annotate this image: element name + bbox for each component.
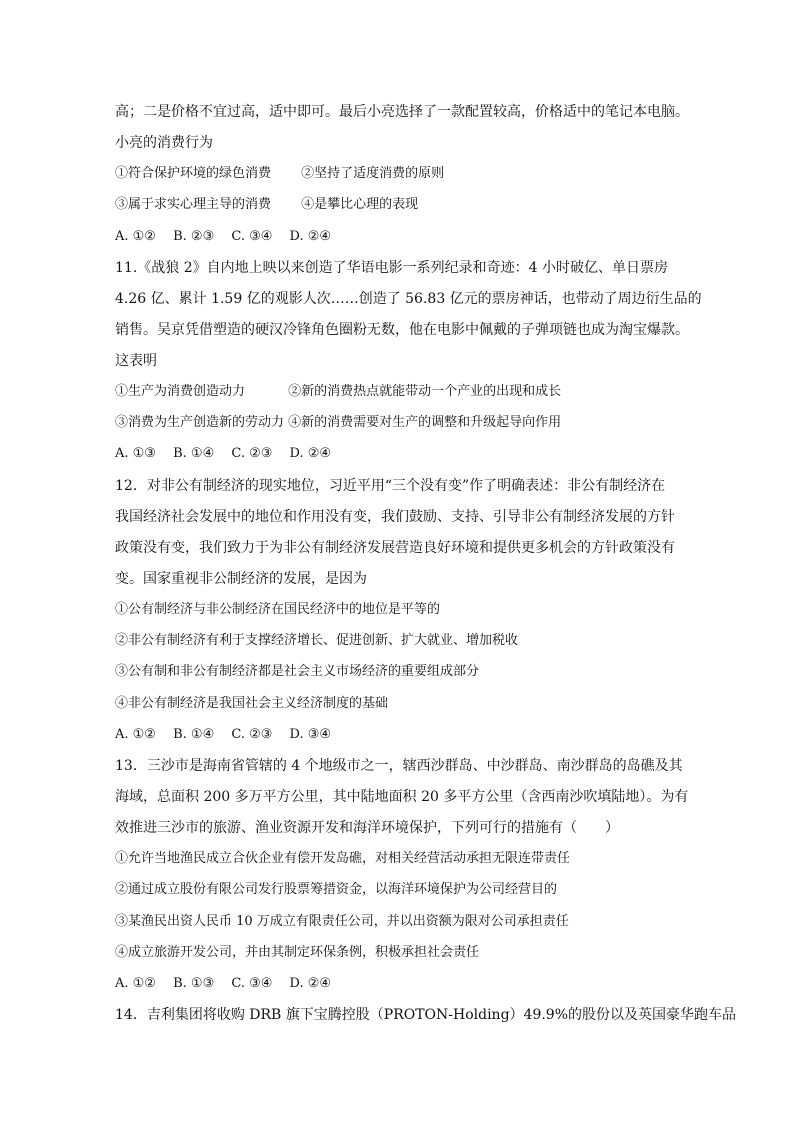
text-line: 我国经济社会发展中的地位和作用没有变，我们鼓励、支持、引导非公有制经济发展的方针 <box>115 509 675 525</box>
text-line: 这表明 <box>115 353 157 369</box>
option-line: ④成立旅游开发公司，并由其制定环保条例，积极承担社会责任 <box>115 945 480 960</box>
option-line: ③某渔民出资人民币 10 万成立有限责任公司，并以出资额为限对公司承担责任 <box>115 914 569 929</box>
answer-choices: A. ①② B. ②③ C. ③④ D. ②④ <box>115 229 332 244</box>
text-line: 销售。吴京凭借塑造的硬汉冷锋角色圈粉无数，他在电影中佩戴的子弹项链也成为淘宝爆款。 <box>115 322 689 338</box>
option-line: ③消费为生产创造新的劳动力 ④新的消费需要对生产的调整和升级起导向作用 <box>115 415 562 430</box>
text-line: 高；二是价格不宜过高，适中即可。最后小亮选择了一款配置较高，价格适中的笔记本电脑。 <box>115 104 689 120</box>
answer-choices: A. ①③ B. ①④ C. ②③ D. ②④ <box>115 446 332 461</box>
answer-choices: A. ①② B. ①③ C. ③④ D. ②④ <box>115 976 332 991</box>
option-line: ①生产为消费创造动力 ②新的消费热点就能带动一个产业的出现和成长 <box>115 384 562 399</box>
answer-choices: A. ①② B. ①④ C. ②③ D. ③④ <box>115 727 332 742</box>
text-line: 海域，总面积 200 多万平方公里，其中陆地面积 20 多平方公里（含西南沙吹填陆地）。为有 <box>115 789 689 805</box>
text-line: 效推进三沙市的旅游、渔业资源开发和海洋环境保护，下列可行的措施有（ ） <box>115 820 619 836</box>
option-line: ①符合保护环境的绿色消费 ②坚持了适度消费的原则 <box>115 166 445 181</box>
text-line: 政策没有变，我们致力于为非公有制经济发展营造良好环境和提供更多机会的方针政策没有 <box>115 540 675 556</box>
option-line: ②通过成立股份有限公司发行股票筹措资金，以海洋环境保护为公司经营目的 <box>115 882 558 897</box>
option-line: ②非公有制经济有利于支撑经济增长、促进创新、扩大就业、增加税收 <box>115 633 519 648</box>
question-13: 13．三沙市是海南省管辖的 4 个地级市之一，辖西沙群岛、中沙群岛、南沙群岛的岛礁及其 <box>115 758 683 774</box>
option-line: ④非公有制经济是我国社会主义经济制度的基础 <box>115 696 389 711</box>
text-line: 变。国家重视非公制经济的发展，是因为 <box>115 571 367 587</box>
option-line: ③公有制和非公有制经济都是社会主义市场经济的重要组成部分 <box>115 664 480 679</box>
option-line: ①允许当地渔民成立合伙企业有偿开发岛礁，对相关经营活动承担无限连带责任 <box>115 851 571 866</box>
option-line: ①公有制经济与非公制经济在国民经济中的地位是平等的 <box>115 602 441 617</box>
question-11: 11.《战狼 2》自内地上映以来创造了华语电影一系列纪录和奇迹：4 小时破亿、单日票房 <box>115 260 668 276</box>
question-12: 12．对非公有制经济的现实地位，习近平用“三个没有变”作了明确表述：非公有制经济在 <box>115 478 666 494</box>
text-line: 小亮的消费行为 <box>115 135 213 151</box>
option-line: ③属于求实心理主导的消费 ④是攀比心理的表现 <box>115 197 419 212</box>
text-line: 4.26 亿、累计 1.59 亿的观影人次……创造了 56.83 亿元的票房神话，也带动了周边衍生品的 <box>115 291 702 307</box>
question-14: 14．吉利集团将收购 DRB 旗下宝腾控股（PROTON-Holding）49.9%的股份以及英国豪华跑车品 <box>115 1007 737 1023</box>
